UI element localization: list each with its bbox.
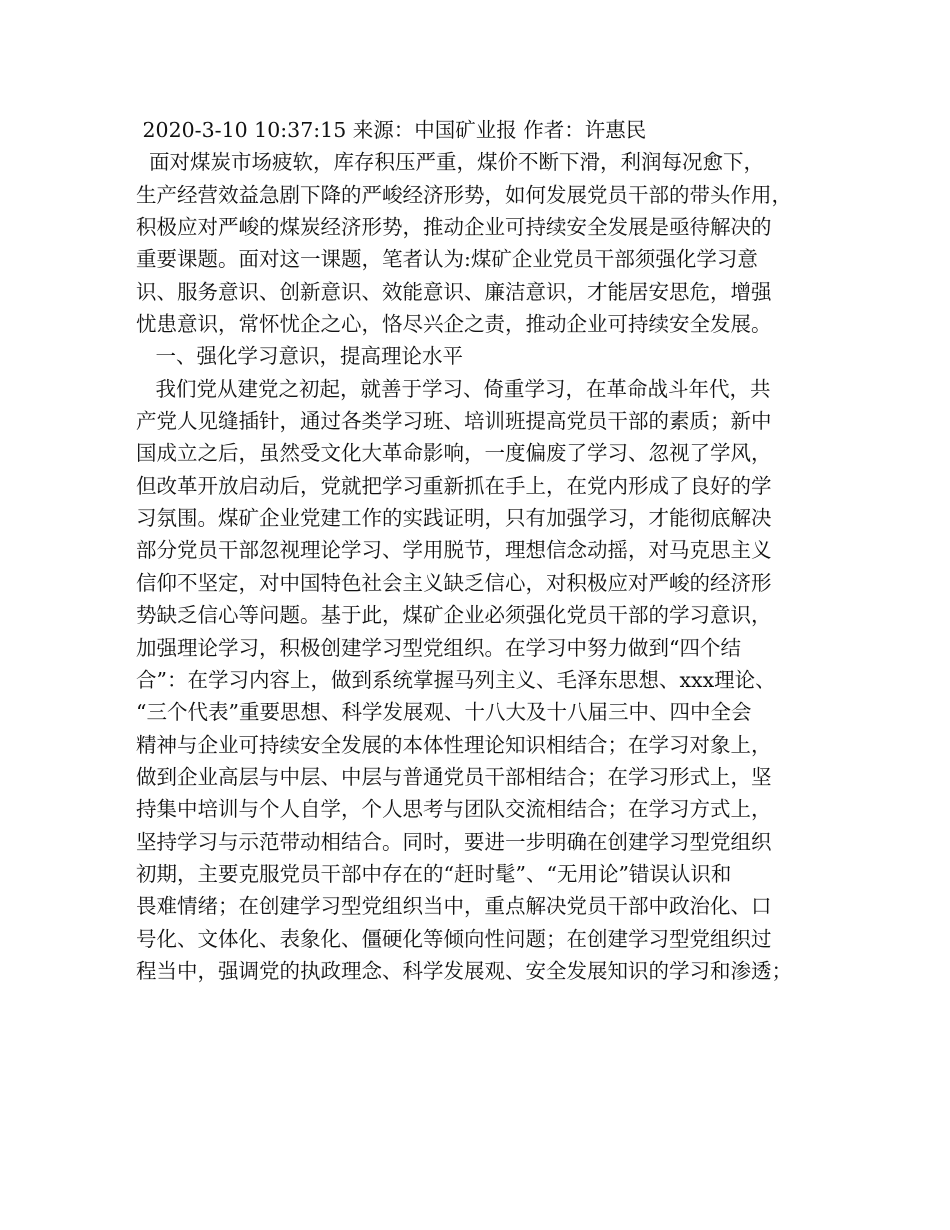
paragraph-line: 初期，主要克服党员干部中存在的“赶时髦”、“无用论”错误认识和 xyxy=(136,861,732,886)
paragraph-line: 合”：在学习内容上，做到系统掌握马列主义、毛泽东思想、xxx理论、 xyxy=(136,667,776,692)
article-body xyxy=(136,114,826,987)
paragraph-line: 坚持学习与示范带动相结合。同时，要进一步明确在创建学习型党组织 xyxy=(136,829,772,854)
paragraph-line: 持集中培训与个人自学，个人思考与团队交流相结合；在学习方式上， xyxy=(136,797,772,822)
paragraph-line: 畏难情绪；在创建学习型党组织当中，重点解决党员干部中政治化、口 xyxy=(136,894,772,919)
paragraph-line: 做到企业高层与中层、中层与普通党员干部相结合；在学习形式上，坚 xyxy=(136,764,772,789)
paragraph-line: 产党人见缝插针，通过各类学习班、培训班提高党员干部的素质；新中 xyxy=(136,409,772,434)
paragraph-line: 但改革开放启动后，党就把学习重新抓在手上，在党内形成了良好的学 xyxy=(136,473,772,498)
paragraph-line: 我们党从建党之初起，就善于学习、倚重学习，在革命战斗年代，共 xyxy=(136,376,771,401)
article-meta: 2020-3-10 10:37:15 来源：中国矿业报 作者：许惠民 xyxy=(136,118,647,142)
paragraph-line: 加强理论学习，积极创建学习型党组织。在学习中努力做到“四个结 xyxy=(136,635,741,660)
paragraph-line: 重要课题。面对这一课题，笔者认为:煤矿企业党员干部须强化学习意 xyxy=(136,247,758,272)
paragraph-line: 面对煤炭市场疲软，库存积压严重，煤价不断下滑，利润每况愈下， xyxy=(136,150,765,175)
paragraph-line: 国成立之后，虽然受文化大革命影响，一度偏废了学习、忽视了学风， xyxy=(136,441,772,466)
paragraph-line: “三个代表”重要思想、科学发展观、十八大及十八届三中、四中全会 xyxy=(136,700,752,725)
paragraph-line: 精神与企业可持续安全发展的本体性理论知识相结合；在学习对象上， xyxy=(136,732,772,757)
paragraph-line: 程当中，强调党的执政理念、科学发展观、安全发展知识的学习和渗透； xyxy=(136,958,792,983)
paragraph-line: 生产经营效益急剧下降的严峻经济形势，如何发展党员干部的带头作用， xyxy=(136,182,792,207)
paragraph-line: 势缺乏信心等问题。基于此，煤矿企业必须强化党员干部的学习意识， xyxy=(136,603,772,628)
paragraph-line: 习氛围。煤矿企业党建工作的实践证明，只有加强学习，才能彻底解决 xyxy=(136,506,772,531)
section-heading: 一、强化学习意识，提高理论水平 xyxy=(136,344,464,369)
paragraph-line: 识、服务意识、创新意识、效能意识、廉洁意识，才能居安思危，增强 xyxy=(136,279,772,304)
paragraph-line: 部分党员干部忽视理论学习、学用脱节，理想信念动摇，对马克思主义 xyxy=(136,538,772,563)
paragraph-line: 忧患意识，常怀忧企之心，恪尽兴企之责，推动企业可持续安全发展。 xyxy=(136,312,772,337)
paragraph-line: 积极应对严峻的煤炭经济形势，推动企业可持续安全发展是亟待解决的 xyxy=(136,215,772,240)
paragraph-line: 信仰不坚定，对中国特色社会主义缺乏信心，对积极应对严峻的经济形 xyxy=(136,570,772,595)
paragraph-line: 号化、文体化、表象化、僵硬化等倾向性问题；在创建学习型党组织过 xyxy=(136,926,772,951)
